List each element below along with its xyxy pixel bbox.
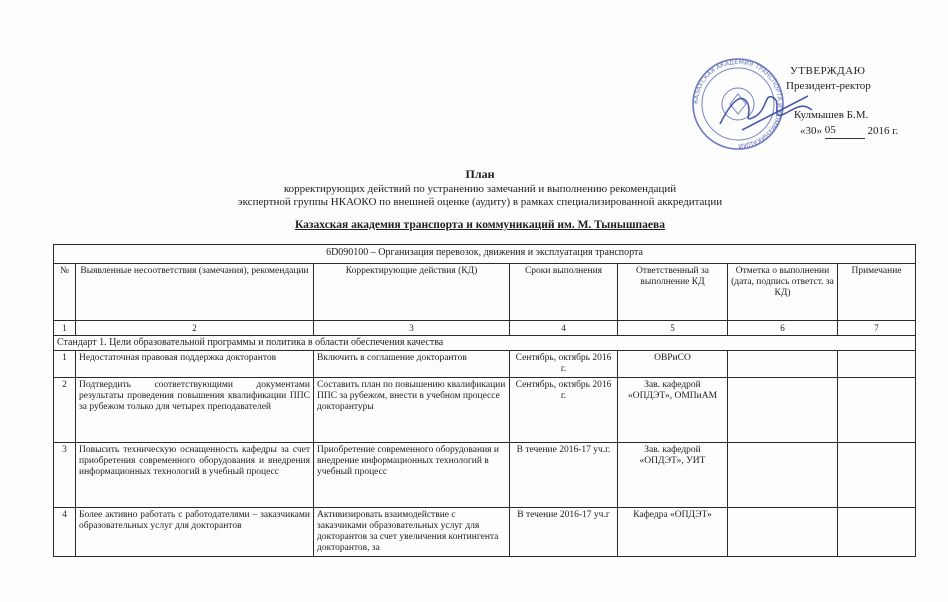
table-row — [54, 378, 916, 443]
row-responsible: Зав. кафедрой «ОПДЭТ», ОМПиАМ — [618, 378, 728, 443]
row-action: Активизировать взаимодействие с заказчиками образовательных услуг для докторантов за счет увеличения контингента докторантов, за — [314, 508, 510, 557]
approval-date-month: 05 — [825, 123, 865, 139]
row-responsible: Кафедра «ОПДЭТ» — [618, 508, 728, 557]
row-note — [838, 508, 916, 557]
column-number: 2 — [76, 321, 314, 336]
header-deadline: Сроки выполнения — [510, 264, 618, 321]
header-row — [54, 264, 916, 321]
approval-date — [800, 123, 940, 139]
column-number: 3 — [314, 321, 510, 336]
header-issues: Выявленные несоответствия (замечания), рекомендации — [76, 264, 314, 321]
column-number: 7 — [838, 321, 916, 336]
institution-name: Казахская академия транспорта и коммуникаций им. М. Тынышпаева — [294, 219, 666, 231]
approval-date-year: 2016 г. — [867, 125, 899, 137]
row-responsible: ОВРиСО — [618, 351, 728, 378]
row-number: 1 — [54, 351, 76, 378]
header-mark: Отметка о выполнении (дата, подпись ответст. за КД) — [728, 264, 838, 321]
row-deadline: В течение 2016-17 уч.г — [510, 508, 618, 557]
header-note: Примечание — [838, 264, 916, 321]
row-number: 4 — [54, 508, 76, 557]
standard-row — [54, 336, 916, 351]
row-issue: Недостаточная правовая поддержка докторантов — [76, 351, 314, 378]
row-note — [838, 443, 916, 508]
row-issue: Повысить техническую оснащенность кафедры за счет приобретения современного оборудования и внедрения информационных технологий в учебный процесс — [76, 443, 314, 508]
column-number: 5 — [618, 321, 728, 336]
row-mark — [728, 508, 838, 557]
row-note — [838, 351, 916, 378]
header-no: № — [54, 264, 76, 321]
program-row — [54, 245, 916, 264]
row-mark — [728, 351, 838, 378]
row-deadline: Сентябрь, октябрь 2016 г. — [510, 378, 618, 443]
approver-name: Кулмышев Б.М. — [794, 109, 869, 121]
row-note — [838, 378, 916, 443]
header-responsible: Ответственный за выполнение КД — [618, 264, 728, 321]
row-mark — [728, 378, 838, 443]
approver-position: Президент-ректор — [786, 80, 871, 92]
title-line-3: экспертной группы НКАОКО по внешней оценке (аудиту) в рамках специализированной аккредитации — [237, 196, 723, 208]
program-title: 6D090100 – Организация перевозок, движения и эксплуатация транспорта — [54, 245, 916, 264]
approval-date-day: «30» — [800, 125, 822, 137]
title-line-2: корректирующих действий по устранению замечаний и выполнению рекомендаций — [283, 183, 677, 195]
plan-table — [53, 244, 916, 557]
table-row — [54, 351, 916, 378]
row-deadline: Сентябрь, октябрь 2016 г. — [510, 351, 618, 378]
document-title — [130, 168, 830, 232]
row-number: 3 — [54, 443, 76, 508]
row-action: Включить в соглашение докторантов — [314, 351, 510, 378]
title-heading: План — [465, 167, 495, 181]
row-number: 2 — [54, 378, 76, 443]
row-action: Приобретение современного оборудования и внедрение информационных технологий в учебный процесс — [314, 443, 510, 508]
column-number: 6 — [728, 321, 838, 336]
stamp-text: КАЗАХСКАЯ АКАДЕМИЯ ТРАНСПОРТА И КОММУНИКАЦИЙ — [692, 58, 784, 150]
row-issue: Более активно работать с работодателями – заказчиками образовательных услуг для докторантов — [76, 508, 314, 557]
row-responsible: Зав. кафедрой «ОПДЭТ», УИТ — [618, 443, 728, 508]
row-deadline: В течение 2016-17 уч.г. — [510, 443, 618, 508]
row-issue: Подтвердить соответствующими документами результаты проведения повышения квалификации ППС за рубежом только для четырех преподавателей — [76, 378, 314, 443]
approve-label: УТВЕРЖДАЮ — [790, 65, 866, 77]
table-row — [54, 443, 916, 508]
column-number: 4 — [510, 321, 618, 336]
standard-title: Стандарт 1. Цели образовательной программы и политика в области обеспечения качества — [54, 336, 916, 351]
header-actions: Корректирующие действия (КД) — [314, 264, 510, 321]
row-action: Составить план по повышению квалификации ППС за рубежом, внести в учебном процессе докторантуры — [314, 378, 510, 443]
column-number: 1 — [54, 321, 76, 336]
approval-block — [760, 64, 940, 139]
column-number-row — [54, 321, 916, 336]
row-mark — [728, 443, 838, 508]
table-row — [54, 508, 916, 557]
